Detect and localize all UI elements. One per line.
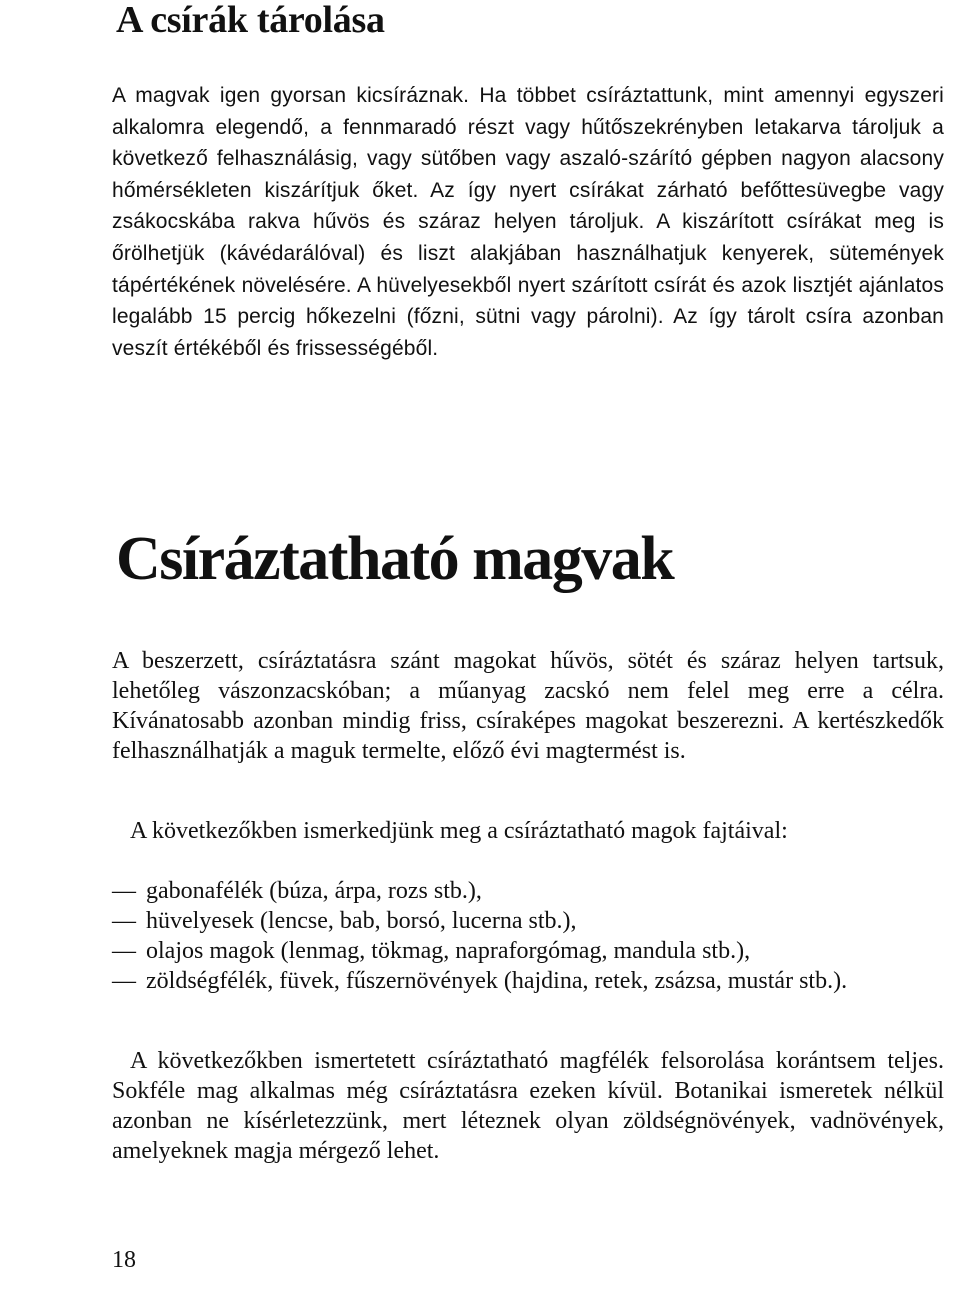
list-item-text: hüvelyesek (lencse, bab, borsó, lucerna stb.), (146, 908, 577, 934)
seeds-paragraph-2: A következőkben ismerkedjünk meg a csíráztatható magok fajtáival: (130, 818, 788, 844)
list-item (112, 966, 944, 996)
list-dash: — (112, 908, 136, 934)
list-item (112, 906, 944, 936)
list-item-text: zöldségfélék, füvek, fűszernövények (hajdina, retek, zsázsa, mustár stb.). (146, 968, 848, 994)
storage-paragraph: A magvak igen gyorsan kicsíráznak. Ha többet csíráztattunk, mint amennyi egyszeri alkalomra elegendő, a fennmaradó részt vagy hűtőszekrényben letakarva tároljuk a következő felhasználásig, vagy sütőben vagy aszaló-szárító gépben nagyon alacsony hőmérsékleten kiszárítjuk őket. Az így nyert csírákat zárható befőttesüvegbe vagy zsákocskába rakva hűvös és száraz helyen tároljuk. A kiszárított csírákat meg is őrölhetjük (kávédarálóval) és liszt alakjában használhatjuk kenyerek, sütemények tápértékének növelésére. A hüvelyesekből nyert szárított csírát és azok lisztjét ajánlatos legalább 15 percig hőkezelni (főzni, sütni vagy párolni). Az így tárolt csíra azonban veszít értékéből és frissességéből. (112, 84, 944, 360)
seeds-paragraph-1: A beszerzett, csíráztatásra szánt magokat hűvös, sötét és száraz helyen tartsuk, lehetőleg vászonzacskóban; a műanyag zacskó nem felel meg erre a célra. Kívánatosabb azonban mindig friss, csíraképes magokat beszerezni. A kertészkedők felhasználhatják a maguk termelte, előző évi magtermést is. (112, 648, 944, 764)
list-item-text: gabonafélék (búza, árpa, rozs stb.), (146, 878, 482, 904)
section-title-storage: A csírák tárolása (116, 0, 385, 41)
seed-types-list (112, 876, 944, 996)
list-dash: — (112, 938, 136, 964)
list-item (112, 876, 944, 906)
list-dash: — (112, 878, 136, 904)
list-dash: — (112, 968, 136, 994)
list-item (112, 936, 944, 966)
section-title-sproutable-seeds: Csíráztatható magvak (116, 525, 674, 593)
seeds-paragraph-3: A következőkben ismertetett csíráztatható magfélék felsorolása korántsem teljes. Sokféle mag alkalmas még csíráztatásra ezeken kívül. Botanikai ismeretek nélkül azonban ne kísérletezzünk, mert léteznek olyan zöldségnövények, vadnövények, amelyeknek magja mérgező lehet. (112, 1048, 944, 1164)
page-number: 18 (112, 1247, 136, 1273)
list-item-text: olajos magok (lenmag, tökmag, napraforgómag, mandula stb.), (146, 938, 751, 964)
